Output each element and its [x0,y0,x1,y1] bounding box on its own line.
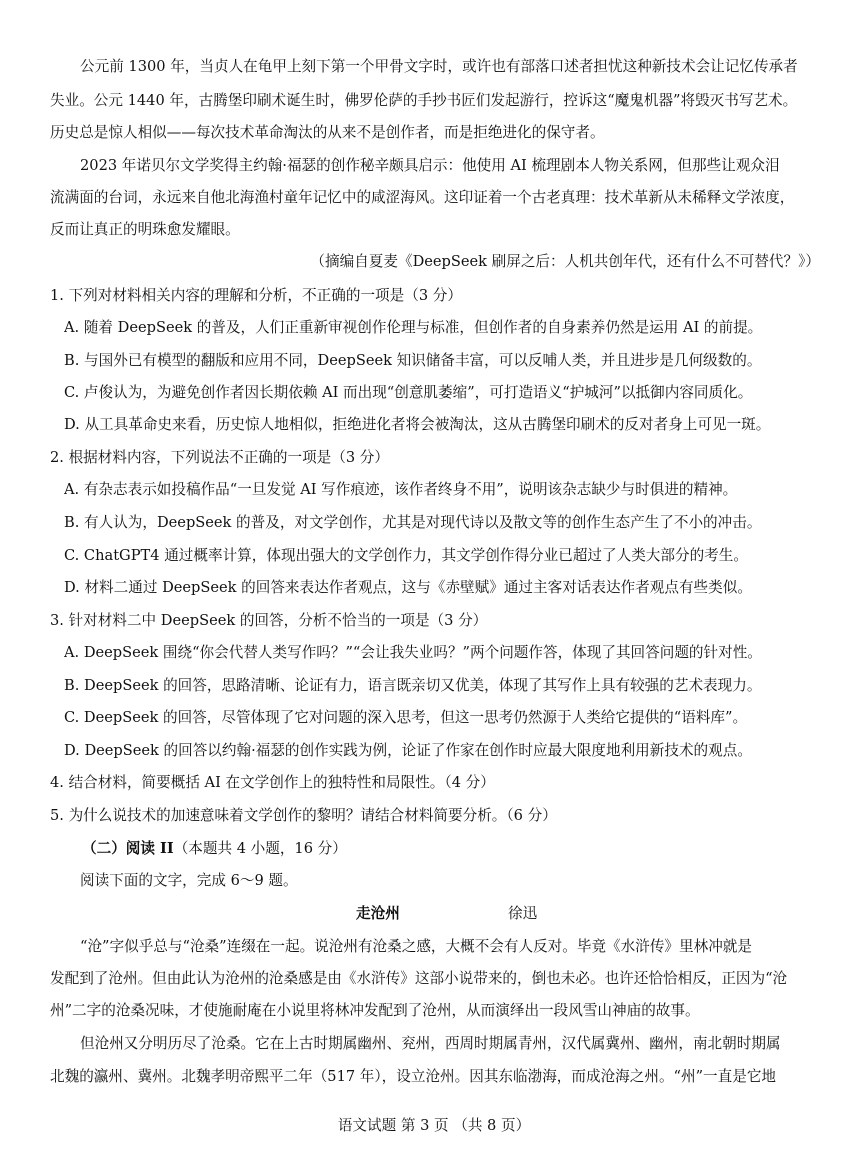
question-2-option-a: A. 有杂志表示如投稿作品“一旦发觉 AI 写作痕迹，该作者终身不用”，说明该杂志缺少与时俱进的精神。 [64,481,738,498]
article-line: 发配到了沧州。但由此认为沧州的沧桑感是由《水浒传》这部小说带来的，倒也未必。也许还恰恰相反，正因为“沧 [50,970,788,987]
question-1-option-c: C. 卢俊认为，为避免创作者因长期依赖 AI 而出现“创意肌萎缩”，可打造语义“护城河”以抵御内容同质化。 [64,384,753,401]
page-footer: 语文试题 第 3 页 （共 8 页） [337,1117,531,1134]
article-line: 但沧州又分明历尽了沧桑。它在上古时期属幽州、兖州，西周时期属青州，汉代属冀州、幽州，南北朝时期属 [80,1035,781,1052]
article-line: 北魏的瀛州、冀州。北魏孝明帝熙平二年（517 年），设立沧州。因其东临渤海，而成沧海之州。“州”一直是它地 [50,1068,777,1085]
article-author: 徐迅 [508,905,538,922]
article-title: 走沧州 [356,905,400,922]
question-5-stem: 5. 为什么说技术的加速意味着文学创作的黎明？请结合材料简要分析。（6 分） [50,807,557,824]
section-heading [82,838,782,860]
question-3-stem: 3. 针对材料二中 DeepSeek 的回答，分析不恰当的一项是（3 分） [50,612,488,629]
question-3-option-b: B. DeepSeek 的回答，思路清晰、论证有力，语言既亲切又优美，体现了其写作上具有较强的艺术表现力。 [64,677,762,694]
passage-line: 历史总是惊人相似——每次技术革命淘汰的从来不是创作者，而是拒绝进化的保守者。 [50,124,605,141]
section-instruction: 阅读下面的文字，完成 6～9 题。 [80,872,298,889]
passage-line: 2023 年诺贝尔文学奖得主约翰·福瑟的创作秘辛颇具启示：他使用 AI 梳理剧本人物关系网，但那些让观众泪 [80,157,780,174]
passage-line: 失业。公元 1440 年，古腾堡印刷术诞生时，佛罗伦萨的手抄书匠们发起游行，控诉这“魔鬼机器”将毁灭书写艺术。 [50,92,798,109]
article-header [0,902,868,924]
question-1-option-b: B. 与国外已有模型的翻版和应用不同，DeepSeek 知识储备丰富，可以反哺人类，并且进步是几何级数的。 [64,352,762,369]
section-heading-note: （本题共 4 小题，16 分） [173,840,347,857]
question-2-option-d: D. 材料二通过 DeepSeek 的回答来表达作者观点，这与《赤壁赋》通过主客对话表达作者观点有些类似。 [64,579,752,596]
question-2-option-c: C. ChatGPT4 通过概率计算，体现出强大的文学创作力，其文学创作得分业已超过了人类大部分的考生。 [64,547,748,564]
passage-line: 流满面的台词，永远来自他北海渔村童年记忆中的咸涩海风。这印证着一个古老真理：技术革新从未稀释文学浓度， [50,189,795,206]
question-3-option-c: C. DeepSeek 的回答，尽管体现了它对问题的深入思考，但这一思考仍然源于人类给它提供的“语料库”。 [64,709,748,726]
question-1-option-a: A. 随着 DeepSeek 的普及，人们正重新审视创作伦理与标准，但创作者的自身素养仍然是运用 AI 的前提。 [64,319,763,336]
question-1-option-d: D. 从工具革命史来看，历史惊人地相似，拒绝进化者将会被淘汰，这从古腾堡印刷术的反对者身上可见一斑。 [64,416,771,433]
article-line: “沧”字似乎总与“沧桑”连缀在一起。说沧州有沧桑之感，大概不会有人反对。毕竟《水浒传》里林冲就是 [80,938,752,955]
question-2-stem: 2. 根据材料内容，下列说法不正确的一项是（3 分） [50,449,389,466]
passage-line: 反而让真正的明珠愈发耀眼。 [50,221,240,238]
passage-line: 公元前 1300 年，当贞人在龟甲上刻下第一个甲骨文字时，或许也有部落口述者担忧这种新技术会让记忆传承者 [80,58,798,75]
question-3-option-d: D. DeepSeek 的回答以约翰·福瑟的创作实践为例，论证了作家在创作时应最大限度地利用新技术的观点。 [64,742,752,759]
question-2-option-b: B. 有人认为，DeepSeek 的普及，对文学创作，尤其是对现代诗以及散文等的创作生态产生了不小的冲击。 [64,514,762,531]
section-heading-label: （二）阅读 II [82,840,174,857]
source-citation: （摘编自夏麦《DeepSeek 刷屏之后：人机共创年代，还有什么不可替代？》） [310,253,820,270]
question-3-option-a: A. DeepSeek 围绕“你会代替人类写作吗？”“会让我失业吗？”两个问题作答，体现了其回答问题的针对性。 [64,644,762,661]
question-4-stem: 4. 结合材料，简要概括 AI 在文学创作上的独特性和局限性。（4 分） [50,774,495,791]
article-line: 州”二字的沧桑况味，才使施耐庵在小说里将林冲发配到了沧州，从而演绎出一段风雪山神庙的故事。 [50,1002,700,1019]
question-1-stem: 1. 下列对材料相关内容的理解和分析，不正确的一项是（3 分） [50,287,462,304]
